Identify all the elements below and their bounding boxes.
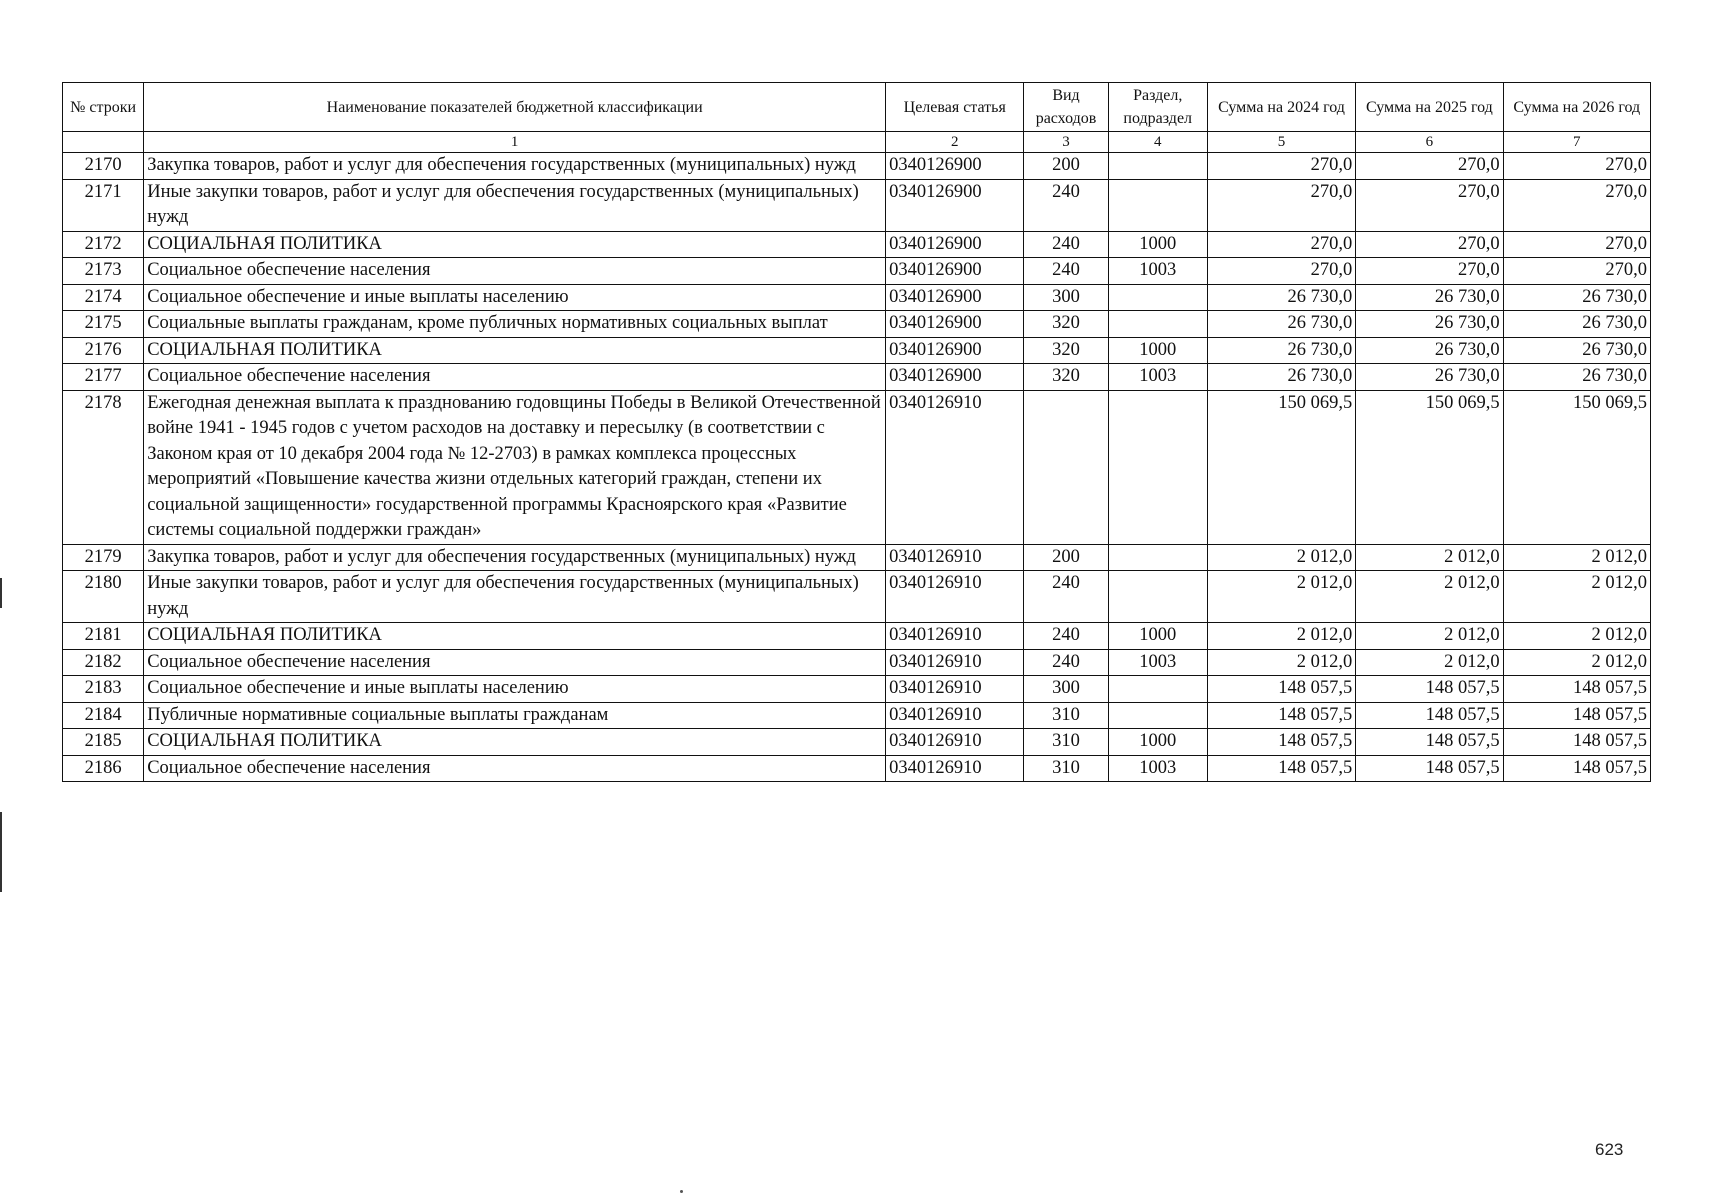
row-sum-2026: 148 057,5: [1503, 755, 1650, 782]
row-target-code: 0340126900: [886, 337, 1024, 364]
row-target-code: 0340126900: [886, 231, 1024, 258]
row-sum-2024: 2 012,0: [1207, 544, 1355, 571]
column-number-row: [63, 132, 1651, 153]
row-target-code: 0340126910: [886, 623, 1024, 650]
row-expense-kind: 240: [1024, 231, 1108, 258]
table-row: [63, 258, 1651, 285]
row-number: 2172: [63, 231, 144, 258]
row-number: 2173: [63, 258, 144, 285]
row-name: Закупка товаров, работ и услуг для обеспечения государственных (муниципальных) нужд: [144, 153, 886, 180]
row-section: 1000: [1108, 623, 1207, 650]
column-number: 6: [1356, 132, 1503, 153]
table-row: [63, 649, 1651, 676]
row-section: [1108, 702, 1207, 729]
table-row: [63, 755, 1651, 782]
row-expense-kind: 240: [1024, 179, 1108, 231]
row-sum-2026: 270,0: [1503, 258, 1650, 285]
row-number: 2185: [63, 729, 144, 756]
row-sum-2025: 270,0: [1356, 153, 1503, 180]
row-sum-2025: 148 057,5: [1356, 755, 1503, 782]
row-name: Социальное обеспечение и иные выплаты населению: [144, 284, 886, 311]
row-expense-kind: 320: [1024, 337, 1108, 364]
row-section: [1108, 311, 1207, 338]
row-target-code: 0340126910: [886, 390, 1024, 544]
row-expense-kind: 320: [1024, 364, 1108, 391]
row-number: 2181: [63, 623, 144, 650]
row-name: СОЦИАЛЬНАЯ ПОЛИТИКА: [144, 623, 886, 650]
table-row: [63, 337, 1651, 364]
row-sum-2024: 148 057,5: [1207, 702, 1355, 729]
row-sum-2024: 148 057,5: [1207, 676, 1355, 703]
row-sum-2026: 2 012,0: [1503, 649, 1650, 676]
row-expense-kind: 240: [1024, 649, 1108, 676]
row-number: 2184: [63, 702, 144, 729]
column-number: [63, 132, 144, 153]
row-section: [1108, 153, 1207, 180]
row-section: [1108, 544, 1207, 571]
row-name: СОЦИАЛЬНАЯ ПОЛИТИКА: [144, 729, 886, 756]
row-expense-kind: 300: [1024, 284, 1108, 311]
row-sum-2026: 26 730,0: [1503, 311, 1650, 338]
row-sum-2025: 2 012,0: [1356, 544, 1503, 571]
row-sum-2026: 270,0: [1503, 179, 1650, 231]
row-sum-2026: 270,0: [1503, 153, 1650, 180]
row-section: [1108, 676, 1207, 703]
row-expense-kind: 300: [1024, 676, 1108, 703]
row-number: 2170: [63, 153, 144, 180]
row-expense-kind: 240: [1024, 623, 1108, 650]
row-sum-2025: 2 012,0: [1356, 571, 1503, 623]
row-number: 2174: [63, 284, 144, 311]
row-section: 1000: [1108, 337, 1207, 364]
row-target-code: 0340126900: [886, 153, 1024, 180]
row-sum-2024: 26 730,0: [1207, 337, 1355, 364]
row-number: 2180: [63, 571, 144, 623]
row-sum-2024: 2 012,0: [1207, 571, 1355, 623]
row-number: 2171: [63, 179, 144, 231]
table-row: [63, 153, 1651, 180]
row-target-code: 0340126900: [886, 258, 1024, 285]
row-name: Социальное обеспечение населения: [144, 755, 886, 782]
row-target-code: 0340126900: [886, 364, 1024, 391]
row-target-code: 0340126910: [886, 544, 1024, 571]
header-row: [63, 83, 1651, 132]
table-row: [63, 231, 1651, 258]
row-number: 2175: [63, 311, 144, 338]
row-sum-2025: 148 057,5: [1356, 702, 1503, 729]
table-row: [63, 571, 1651, 623]
header-sum-2024: Сумма на 2024 год: [1207, 83, 1355, 132]
row-section: 1003: [1108, 258, 1207, 285]
column-number: 4: [1108, 132, 1207, 153]
table-row: [63, 702, 1651, 729]
row-name: Иные закупки товаров, работ и услуг для обеспечения государственных (муниципальных) нужд: [144, 571, 886, 623]
row-name: Иные закупки товаров, работ и услуг для обеспечения государственных (муниципальных) нужд: [144, 179, 886, 231]
row-sum-2024: 270,0: [1207, 153, 1355, 180]
header-name: Наименование показателей бюджетной классификации: [144, 83, 886, 132]
row-number: 2183: [63, 676, 144, 703]
row-expense-kind: 320: [1024, 311, 1108, 338]
row-name: Социальное обеспечение и иные выплаты населению: [144, 676, 886, 703]
row-sum-2026: 2 012,0: [1503, 571, 1650, 623]
row-expense-kind: 310: [1024, 755, 1108, 782]
row-sum-2024: 270,0: [1207, 231, 1355, 258]
row-number: 2186: [63, 755, 144, 782]
row-sum-2026: 2 012,0: [1503, 623, 1650, 650]
row-sum-2025: 150 069,5: [1356, 390, 1503, 544]
row-section: [1108, 179, 1207, 231]
scan-dot: [680, 1190, 683, 1193]
row-number: 2176: [63, 337, 144, 364]
row-expense-kind: 200: [1024, 153, 1108, 180]
row-section: [1108, 390, 1207, 544]
table-body: [63, 153, 1651, 782]
row-target-code: 0340126910: [886, 729, 1024, 756]
row-sum-2024: 148 057,5: [1207, 729, 1355, 756]
row-sum-2026: 26 730,0: [1503, 364, 1650, 391]
row-number: 2179: [63, 544, 144, 571]
row-number: 2177: [63, 364, 144, 391]
header-section: Раздел, подраздел: [1108, 83, 1207, 132]
row-sum-2025: 148 057,5: [1356, 676, 1503, 703]
row-target-code: 0340126910: [886, 571, 1024, 623]
table-row: [63, 364, 1651, 391]
header-target: Целевая статья: [886, 83, 1024, 132]
table-row: [63, 544, 1651, 571]
row-name: Социальное обеспечение населения: [144, 649, 886, 676]
row-sum-2024: 26 730,0: [1207, 284, 1355, 311]
row-expense-kind: 200: [1024, 544, 1108, 571]
header-kind: Вид расходов: [1024, 83, 1108, 132]
row-sum-2026: 2 012,0: [1503, 544, 1650, 571]
row-sum-2026: 270,0: [1503, 231, 1650, 258]
row-sum-2025: 270,0: [1356, 231, 1503, 258]
row-expense-kind: 310: [1024, 729, 1108, 756]
row-section: 1003: [1108, 649, 1207, 676]
row-sum-2026: 148 057,5: [1503, 702, 1650, 729]
row-sum-2024: 270,0: [1207, 179, 1355, 231]
column-number: 3: [1024, 132, 1108, 153]
row-name: Социальное обеспечение населения: [144, 258, 886, 285]
row-name: Социальные выплаты гражданам, кроме публичных нормативных социальных выплат: [144, 311, 886, 338]
row-expense-kind: [1024, 390, 1108, 544]
row-sum-2025: 2 012,0: [1356, 649, 1503, 676]
row-sum-2026: 150 069,5: [1503, 390, 1650, 544]
row-name: СОЦИАЛЬНАЯ ПОЛИТИКА: [144, 231, 886, 258]
row-sum-2025: 26 730,0: [1356, 311, 1503, 338]
row-sum-2024: 2 012,0: [1207, 623, 1355, 650]
table-row: [63, 179, 1651, 231]
scan-edge-mark: [0, 578, 2, 608]
row-target-code: 0340126910: [886, 702, 1024, 729]
row-sum-2025: 2 012,0: [1356, 623, 1503, 650]
row-expense-kind: 240: [1024, 258, 1108, 285]
row-target-code: 0340126900: [886, 179, 1024, 231]
row-sum-2025: 26 730,0: [1356, 337, 1503, 364]
row-name: Закупка товаров, работ и услуг для обеспечения государственных (муниципальных) нужд: [144, 544, 886, 571]
row-name: СОЦИАЛЬНАЯ ПОЛИТИКА: [144, 337, 886, 364]
scan-edge-mark: [0, 812, 2, 892]
table-row: [63, 390, 1651, 544]
table-row: [63, 729, 1651, 756]
row-sum-2026: 148 057,5: [1503, 676, 1650, 703]
row-sum-2024: 26 730,0: [1207, 311, 1355, 338]
row-section: 1003: [1108, 755, 1207, 782]
row-target-code: 0340126910: [886, 755, 1024, 782]
row-sum-2024: 2 012,0: [1207, 649, 1355, 676]
row-sum-2025: 26 730,0: [1356, 364, 1503, 391]
row-name: Публичные нормативные социальные выплаты гражданам: [144, 702, 886, 729]
row-sum-2025: 270,0: [1356, 258, 1503, 285]
column-number: 7: [1503, 132, 1650, 153]
row-sum-2024: 26 730,0: [1207, 364, 1355, 391]
row-sum-2025: 26 730,0: [1356, 284, 1503, 311]
row-sum-2024: 270,0: [1207, 258, 1355, 285]
row-number: 2182: [63, 649, 144, 676]
budget-table: [62, 82, 1651, 782]
row-sum-2026: 148 057,5: [1503, 729, 1650, 756]
row-section: [1108, 284, 1207, 311]
column-number: 5: [1207, 132, 1355, 153]
row-expense-kind: 240: [1024, 571, 1108, 623]
header-sum-2025: Сумма на 2025 год: [1356, 83, 1503, 132]
header-sum-2026: Сумма на 2026 год: [1503, 83, 1650, 132]
row-target-code: 0340126900: [886, 284, 1024, 311]
table-row: [63, 284, 1651, 311]
row-target-code: 0340126910: [886, 649, 1024, 676]
row-sum-2025: 148 057,5: [1356, 729, 1503, 756]
row-section: 1000: [1108, 729, 1207, 756]
row-target-code: 0340126900: [886, 311, 1024, 338]
row-section: 1003: [1108, 364, 1207, 391]
column-number: 2: [886, 132, 1024, 153]
table-row: [63, 311, 1651, 338]
row-number: 2178: [63, 390, 144, 544]
row-expense-kind: 310: [1024, 702, 1108, 729]
table-row: [63, 676, 1651, 703]
row-target-code: 0340126910: [886, 676, 1024, 703]
row-sum-2026: 26 730,0: [1503, 337, 1650, 364]
column-number: 1: [144, 132, 886, 153]
row-name: Ежегодная денежная выплата к празднованию годовщины Победы в Великой Отечественной войне 1941 - 1945 годов с учетом расходов на доставку и пересылку (в соответствии с Законом края от 10 декабря 2004 года № 12-2703) в рамках комплекса процессных мероприятий «Повышение качества жизни отдельных категорий граждан, степени их социальной защищенности» государственной программы Красноярского края «Развитие системы социальной поддержки граждан»: [144, 390, 886, 544]
page-number: 623: [1595, 1140, 1624, 1159]
row-section: 1000: [1108, 231, 1207, 258]
table-row: [63, 623, 1651, 650]
row-sum-2025: 270,0: [1356, 179, 1503, 231]
row-name: Социальное обеспечение населения: [144, 364, 886, 391]
header-row-no: № строки: [63, 83, 144, 132]
row-section: [1108, 571, 1207, 623]
row-sum-2024: 148 057,5: [1207, 755, 1355, 782]
row-sum-2026: 26 730,0: [1503, 284, 1650, 311]
row-sum-2024: 150 069,5: [1207, 390, 1355, 544]
